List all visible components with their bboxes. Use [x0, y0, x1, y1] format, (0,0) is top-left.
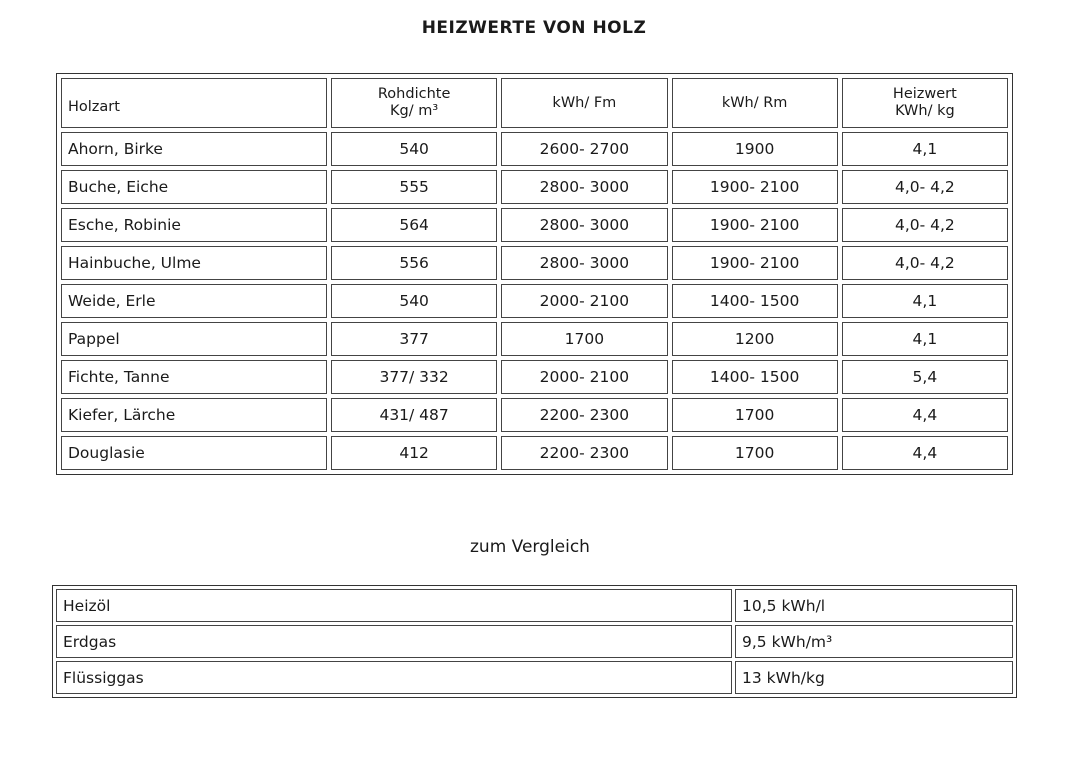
heating-value-cell: 4,0- 4,2 [842, 208, 1008, 242]
density-cell: 431/ 487 [331, 398, 497, 432]
density-cell: 540 [331, 284, 497, 318]
table-row [61, 208, 1008, 242]
header-heating-value-unit: KWh/ kg [895, 103, 955, 119]
table-row [56, 661, 1013, 694]
kwh-fm-cell: 2800- 3000 [501, 246, 667, 280]
kwh-rm-cell: 1900- 2100 [672, 246, 838, 280]
kwh-fm-cell: 2800- 3000 [501, 208, 667, 242]
kwh-fm-cell: 2000- 2100 [501, 360, 667, 394]
kwh-rm-cell: 1700 [672, 398, 838, 432]
wood-type-cell: Buche, Eiche [61, 170, 327, 204]
kwh-fm-cell: 2000- 2100 [501, 284, 667, 318]
fuel-name-cell: Flüssiggas [56, 661, 732, 694]
heating-value-cell: 4,4 [842, 436, 1008, 470]
fuel-value-cell: 10,5 kWh/l [735, 589, 1013, 622]
density-cell: 540 [331, 132, 497, 166]
kwh-rm-cell: 1900- 2100 [672, 170, 838, 204]
heating-value-cell: 4,1 [842, 284, 1008, 318]
density-cell: 555 [331, 170, 497, 204]
density-cell: 564 [331, 208, 497, 242]
density-cell: 412 [331, 436, 497, 470]
header-density [331, 78, 497, 128]
table-header-row [61, 78, 1008, 128]
kwh-rm-cell: 1200 [672, 322, 838, 356]
kwh-rm-cell: 1400- 1500 [672, 284, 838, 318]
table-row [61, 246, 1008, 280]
kwh-rm-cell: 1400- 1500 [672, 360, 838, 394]
heating-value-cell: 4,1 [842, 322, 1008, 356]
header-density-label: Rohdichte [377, 86, 451, 102]
table-row [56, 589, 1013, 622]
wood-type-cell: Hainbuche, Ulme [61, 246, 327, 280]
density-cell: 556 [331, 246, 497, 280]
header-heating-value-label: Heizwert [892, 86, 957, 102]
wood-type-cell: Ahorn, Birke [61, 132, 327, 166]
heating-value-cell: 5,4 [842, 360, 1008, 394]
wood-type-cell: Kiefer, Lärche [61, 398, 327, 432]
header-wood-type: Holzart [61, 78, 327, 128]
wood-type-cell: Esche, Robinie [61, 208, 327, 242]
kwh-fm-cell: 2800- 3000 [501, 170, 667, 204]
fuel-name-cell: Erdgas [56, 625, 732, 658]
kwh-rm-cell: 1900 [672, 132, 838, 166]
fuel-value-cell: 9,5 kWh/m³ [735, 625, 1013, 658]
kwh-rm-cell: 1900- 2100 [672, 208, 838, 242]
header-heating-value [842, 78, 1008, 128]
comparison-table [52, 585, 1017, 698]
heating-value-cell: 4,4 [842, 398, 1008, 432]
kwh-fm-cell: 1700 [501, 322, 667, 356]
kwh-fm-cell: 2600- 2700 [501, 132, 667, 166]
wood-type-cell: Fichte, Tanne [61, 360, 327, 394]
heating-value-cell: 4,0- 4,2 [842, 170, 1008, 204]
wood-type-cell: Weide, Erle [61, 284, 327, 318]
table-row [61, 170, 1008, 204]
fuel-name-cell: Heizöl [56, 589, 732, 622]
kwh-fm-cell: 2200- 2300 [501, 436, 667, 470]
table-row [56, 625, 1013, 658]
header-kwh-fm: kWh/ Fm [501, 78, 667, 128]
wood-type-cell: Douglasie [61, 436, 327, 470]
header-density-unit: Kg/ m³ [390, 103, 439, 119]
kwh-rm-cell: 1700 [672, 436, 838, 470]
density-cell: 377 [331, 322, 497, 356]
heating-value-cell: 4,0- 4,2 [842, 246, 1008, 280]
wood-type-cell: Pappel [61, 322, 327, 356]
table-row [61, 322, 1008, 356]
table-row [61, 132, 1008, 166]
table-row [61, 436, 1008, 470]
table-row [61, 398, 1008, 432]
density-cell: 377/ 332 [331, 360, 497, 394]
table-row [61, 284, 1008, 318]
comparison-heading: zum Vergleich [470, 537, 590, 557]
header-kwh-rm: kWh/ Rm [672, 78, 838, 128]
heating-value-cell: 4,1 [842, 132, 1008, 166]
table-row [61, 360, 1008, 394]
fuel-value-cell: 13 kWh/kg [735, 661, 1013, 694]
wood-heating-value-table [56, 73, 1013, 475]
document-title: HEIZWERTE VON HOLZ [421, 18, 647, 38]
kwh-fm-cell: 2200- 2300 [501, 398, 667, 432]
